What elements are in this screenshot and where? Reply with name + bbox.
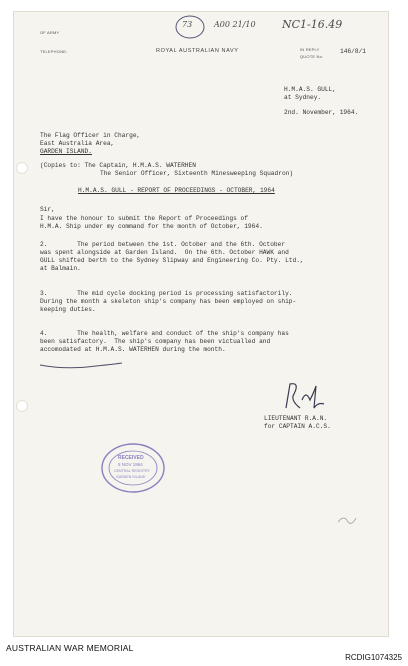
handwritten-ref: A00 21/10 bbox=[214, 20, 256, 29]
document-page bbox=[14, 12, 388, 636]
stamp-line1: RECEIVED bbox=[118, 455, 144, 461]
salutation: Sir, bbox=[40, 206, 55, 213]
stamp-line4: GARDEN ISLAND bbox=[116, 475, 146, 479]
addressee-line2: East Australia Area, bbox=[40, 140, 115, 147]
stamp-line3: CENTRAL REGISTRY bbox=[114, 469, 150, 473]
handwritten-top-right: NC1-16.49 bbox=[282, 18, 343, 31]
received-stamp bbox=[100, 442, 166, 494]
paragraph-4: 4. The health, welfare and conduct of the ship's company has been satisfactory. The ship's company has been victualled and accomodated at H.M.A.S. WATERHEN during the month. bbox=[40, 330, 289, 353]
footer-institution: AUSTRALIAN WAR MEMORIAL bbox=[6, 643, 134, 653]
letter-date: 2nd. November, 1964. bbox=[284, 109, 359, 116]
addressee-line3: GARDEN ISLAND. bbox=[40, 148, 92, 155]
handwritten-number: 73 bbox=[182, 20, 193, 29]
paragraph-1: I have the honour to submit the Report of Proceedings of H.M.A. Ship under my command for the month of October, 1964. bbox=[40, 215, 263, 230]
sender-place: at Sydney. bbox=[284, 94, 322, 101]
pencil-mark bbox=[336, 512, 360, 528]
addressee-line1: The Flag Officer in Charge, bbox=[40, 132, 141, 139]
signature-rank: LIEUTENANT R.A.N. bbox=[264, 415, 328, 422]
quote-label: QUOTE No. bbox=[300, 54, 324, 59]
punch-hole-bottom bbox=[16, 400, 28, 412]
subject-line: H.M.A.S. GULL - REPORT OF PROCEEDINGS - OCTOBER, 1964 bbox=[78, 187, 275, 194]
quote-number: 146/8/1 bbox=[340, 48, 366, 55]
copies-line1: (Copies to: The Captain, H.M.A.S. WATERHEN bbox=[40, 162, 196, 169]
signature-for-line: for CAPTAIN A.C.S. bbox=[264, 423, 331, 430]
punch-hole-top bbox=[16, 162, 28, 174]
stamp-line2: 5 NOV 1964 bbox=[118, 462, 143, 467]
telephone-label: TELEPHONE: bbox=[40, 49, 68, 54]
sender-ship: H.M.A.S. GULL, bbox=[284, 86, 336, 93]
handwritten-underline bbox=[36, 352, 126, 372]
signature-scribble bbox=[280, 378, 330, 416]
paragraph-2: 2. The period between the 1st. October and the 6th. October was spent alongside at Garden Island. On the 6th. October HAWK and GULL shifted berth to the Sydney Slipway and Engineering Co. Pty. Ltd., at Balmain. bbox=[40, 241, 304, 272]
paragraph-3: 3. The mid cycle docking period is processing satisfactorily. During the month a skeleton ship's company has been employed on ship- keeping duties. bbox=[40, 290, 297, 313]
letterhead-title: ROYAL AUSTRALIAN NAVY bbox=[156, 48, 239, 54]
footer-record-id: RCDIG1074325 bbox=[345, 653, 402, 662]
in-reply-label: IN REPLY bbox=[300, 47, 320, 52]
footer-bar bbox=[0, 640, 408, 666]
small-label-left: OF ARMY bbox=[40, 30, 60, 35]
copies-line2: The Senior Officer, Sixteenth Minesweeping Squadron) bbox=[100, 170, 294, 177]
